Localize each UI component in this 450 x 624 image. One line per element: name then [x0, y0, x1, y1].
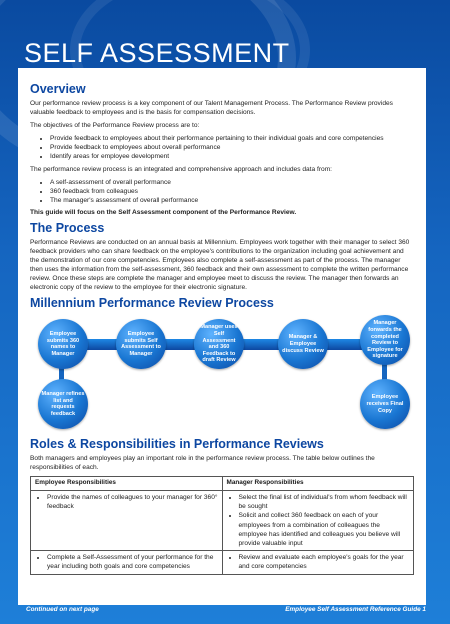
list-item: • Select the final list of individual's from whom feedback will be sought — [239, 493, 410, 511]
sources-list — [30, 178, 414, 206]
overview-paragraph-4: This guide will focus on the Self Assessment component of the Performance Review. — [30, 209, 297, 217]
column-header-manager: Manager Responsibilities — [222, 477, 414, 491]
process-paragraph: Performance Reviews are conducted on an annual basis at Millennium. Employees work together with their manager to select 360 feedback providers who can share feedback on the employee's contributions to the organization including goal achievement and the demonstration of our core competencies. Employees also complete a self-assessment as part of the process. The manager then uses the information from the self-assessment, 360 feedback and their own assessment to complete the written performance review. Once these steps are complete the manager and employee meet to discuss the review. The manager then forwards an electronic copy of the review to the employee for their electronic signature. — [30, 239, 410, 292]
table-cell — [222, 491, 414, 551]
roles-heading: Roles & Responsibilities in Performance Reviews — [30, 437, 324, 452]
list-item: • Identify areas for employee development — [50, 152, 414, 161]
list-item: • A self-assessment of overall performance — [50, 178, 414, 187]
flow-step-4: Manager & Employee discuss Review — [278, 319, 328, 369]
flow-step-right-branch: Employee receives Final Copy — [360, 379, 410, 429]
table-cell — [31, 551, 223, 574]
table-row — [31, 551, 414, 574]
page-header-title: SELF ASSESSMENT — [24, 38, 290, 68]
list-item: • 360 feedback from colleagues — [50, 187, 414, 196]
overview-paragraph-3: The performance review process is an integrated and comprehensive approach and includes data from: — [30, 165, 333, 173]
column-header-employee: Employee Responsibilities — [31, 477, 223, 491]
overview-heading: Overview — [30, 82, 86, 96]
footer-continued-text: Continued on next page — [26, 606, 99, 613]
responsibilities-table — [30, 476, 414, 574]
table-row — [31, 491, 414, 551]
flow-heading: Millennium Performance Review Process — [30, 296, 274, 311]
overview-paragraph-2: The objectives of the Performance Review process are to: — [30, 122, 200, 129]
footer-guide-title: Employee Self Assessment Reference Guide 1 — [285, 606, 426, 613]
flow-step-3: Manager uses Self Assessment and 360 Feedback to draft Review — [194, 319, 244, 369]
table-cell — [31, 491, 223, 551]
objectives-list — [30, 134, 414, 162]
list-item: • Provide feedback to employees about overall performance — [50, 143, 414, 152]
list-item: • The manager's assessment of overall performance — [50, 196, 414, 205]
flow-step-1: Employee submits 360 names to Manager — [38, 319, 88, 369]
flow-step-2: Employee submits Self Assessment to Manager — [116, 319, 166, 369]
table-cell — [222, 551, 414, 574]
list-item: • Complete a Self-Assessment of your performance for the year including both goals and core competencies — [47, 553, 218, 571]
list-item: • Solicit and collect 360 feedback on each of your employees from a combination of colleagues the employee has identified and colleagues you believe will provide valuable input — [239, 511, 410, 548]
document-page — [18, 68, 426, 605]
list-item: • Provide feedback to employees about their performance pertaining to their individual goals and core competencies — [50, 134, 414, 143]
process-heading: The Process — [30, 221, 105, 236]
list-item: • Provide the names of colleagues to your manager for 360° feedback — [47, 493, 218, 511]
flow-step-left-branch: Manager refines list and requests feedback — [38, 379, 88, 429]
roles-intro: Both managers and employees play an important role in the performance review process. The table below outlines the responsibilities of each. — [30, 455, 375, 472]
flow-step-5: Manager forwards the completed Review to Employee for signature — [360, 315, 410, 365]
list-item: • Review and evaluate each employee's goals for the year and core competencies — [239, 553, 410, 571]
overview-paragraph-1: Our performance review process is a key component of our Talent Management Process. The Performance Review provides valuable feedback to employees and is the basis for compensation decisions. — [30, 100, 393, 116]
page-footer — [18, 605, 426, 624]
process-flow-diagram — [30, 313, 414, 433]
